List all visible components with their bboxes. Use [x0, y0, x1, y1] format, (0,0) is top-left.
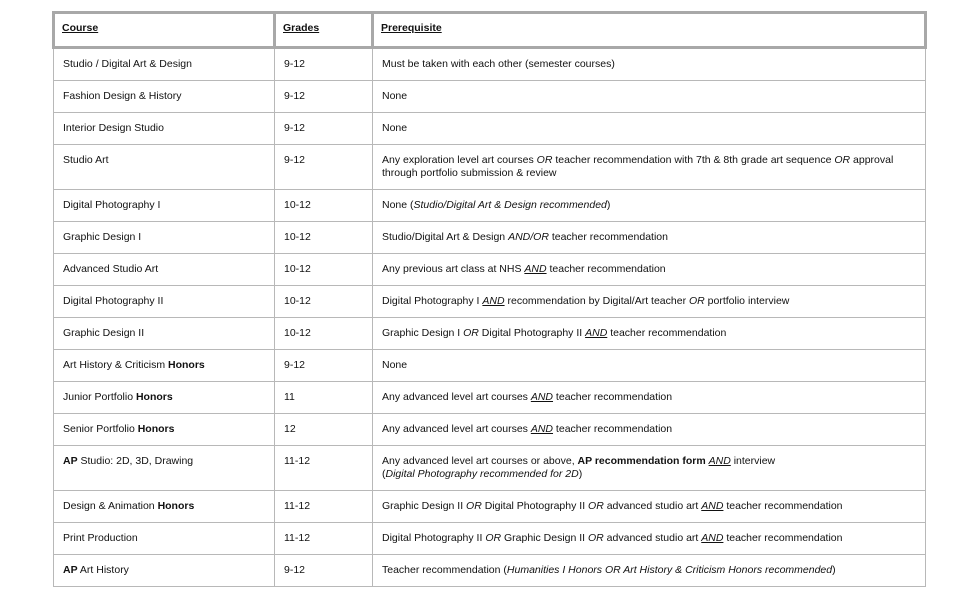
- grades-cell: 10-12: [275, 318, 373, 350]
- course-cell: Advanced Studio Art: [54, 254, 275, 286]
- table-row: [54, 414, 926, 446]
- grades-cell: 11-12: [275, 523, 373, 555]
- prerequisite-cell: Studio/Digital Art & Design AND/OR teacher recommendation: [373, 222, 926, 254]
- header-prerequisite: Prerequisite: [373, 13, 926, 48]
- header-grades: Grades: [275, 13, 373, 48]
- course-cell: Interior Design Studio: [54, 113, 275, 145]
- table-row: [54, 222, 926, 254]
- prerequisite-cell: Any advanced level art courses AND teacher recommendation: [373, 414, 926, 446]
- course-cell: Print Production: [54, 523, 275, 555]
- table-row: [54, 286, 926, 318]
- grades-cell: 9-12: [275, 555, 373, 587]
- grades-cell: 10-12: [275, 222, 373, 254]
- grades-cell: 10-12: [275, 254, 373, 286]
- grades-cell: 9-12: [275, 145, 373, 190]
- course-cell: AP Art History: [54, 555, 275, 587]
- table-row: [54, 491, 926, 523]
- course-cell: Graphic Design II: [54, 318, 275, 350]
- prerequisite-cell: Any exploration level art courses OR teacher recommendation with 7th & 8th grade art sequence OR approval through portfolio submission & review: [373, 145, 926, 190]
- grades-cell: 10-12: [275, 286, 373, 318]
- prerequisite-cell: None (Studio/Digital Art & Design recommended): [373, 190, 926, 222]
- course-cell: Digital Photography I: [54, 190, 275, 222]
- grades-cell: 11-12: [275, 491, 373, 523]
- header-course: Course: [54, 13, 275, 48]
- course-cell: Design & Animation Honors: [54, 491, 275, 523]
- table-row: [54, 555, 926, 587]
- course-cell: Graphic Design I: [54, 222, 275, 254]
- prerequisite-cell: Graphic Design II OR Digital Photography II OR advanced studio art AND teacher recommendation: [373, 491, 926, 523]
- prerequisite-cell: Any advanced level art courses AND teacher recommendation: [373, 382, 926, 414]
- course-cell: Fashion Design & History: [54, 81, 275, 113]
- table-body: [54, 48, 926, 587]
- grades-cell: 9-12: [275, 48, 373, 81]
- course-cell: Studio / Digital Art & Design: [54, 48, 275, 81]
- table-row: [54, 254, 926, 286]
- course-cell: Digital Photography II: [54, 286, 275, 318]
- table-row: [54, 145, 926, 190]
- header-row: [54, 13, 926, 48]
- prerequisite-cell: None: [373, 113, 926, 145]
- table-row: [54, 446, 926, 491]
- table-row: [54, 81, 926, 113]
- grades-cell: 11-12: [275, 446, 373, 491]
- prerequisite-cell: Any previous art class at NHS AND teacher recommendation: [373, 254, 926, 286]
- prerequisite-cell: Digital Photography II OR Graphic Design II OR advanced studio art AND teacher recommendation: [373, 523, 926, 555]
- prerequisite-cell: None: [373, 350, 926, 382]
- grades-cell: 9-12: [275, 113, 373, 145]
- table-row: [54, 48, 926, 81]
- course-cell: Junior Portfolio Honors: [54, 382, 275, 414]
- grades-cell: 9-12: [275, 81, 373, 113]
- course-cell: Art History & Criticism Honors: [54, 350, 275, 382]
- grades-cell: 11: [275, 382, 373, 414]
- course-cell: Senior Portfolio Honors: [54, 414, 275, 446]
- prerequisite-cell: Must be taken with each other (semester courses): [373, 48, 926, 81]
- table-row: [54, 190, 926, 222]
- prerequisite-cell: Digital Photography I AND recommendation by Digital/Art teacher OR portfolio interview: [373, 286, 926, 318]
- course-cell: AP Studio: 2D, 3D, Drawing: [54, 446, 275, 491]
- prerequisite-cell: Any advanced level art courses or above, AP recommendation form AND interview (Digital Photography recommended for 2D): [373, 446, 926, 491]
- table-row: [54, 350, 926, 382]
- grades-cell: 12: [275, 414, 373, 446]
- course-prerequisite-table: [52, 11, 927, 587]
- table-row: [54, 318, 926, 350]
- course-cell: Studio Art: [54, 145, 275, 190]
- prerequisite-cell: Teacher recommendation (Humanities I Honors OR Art History & Criticism Honors recommended): [373, 555, 926, 587]
- grades-cell: 9-12: [275, 350, 373, 382]
- table-row: [54, 113, 926, 145]
- prerequisite-cell: None: [373, 81, 926, 113]
- table-row: [54, 523, 926, 555]
- table-row: [54, 382, 926, 414]
- grades-cell: 10-12: [275, 190, 373, 222]
- prerequisite-cell: Graphic Design I OR Digital Photography II AND teacher recommendation: [373, 318, 926, 350]
